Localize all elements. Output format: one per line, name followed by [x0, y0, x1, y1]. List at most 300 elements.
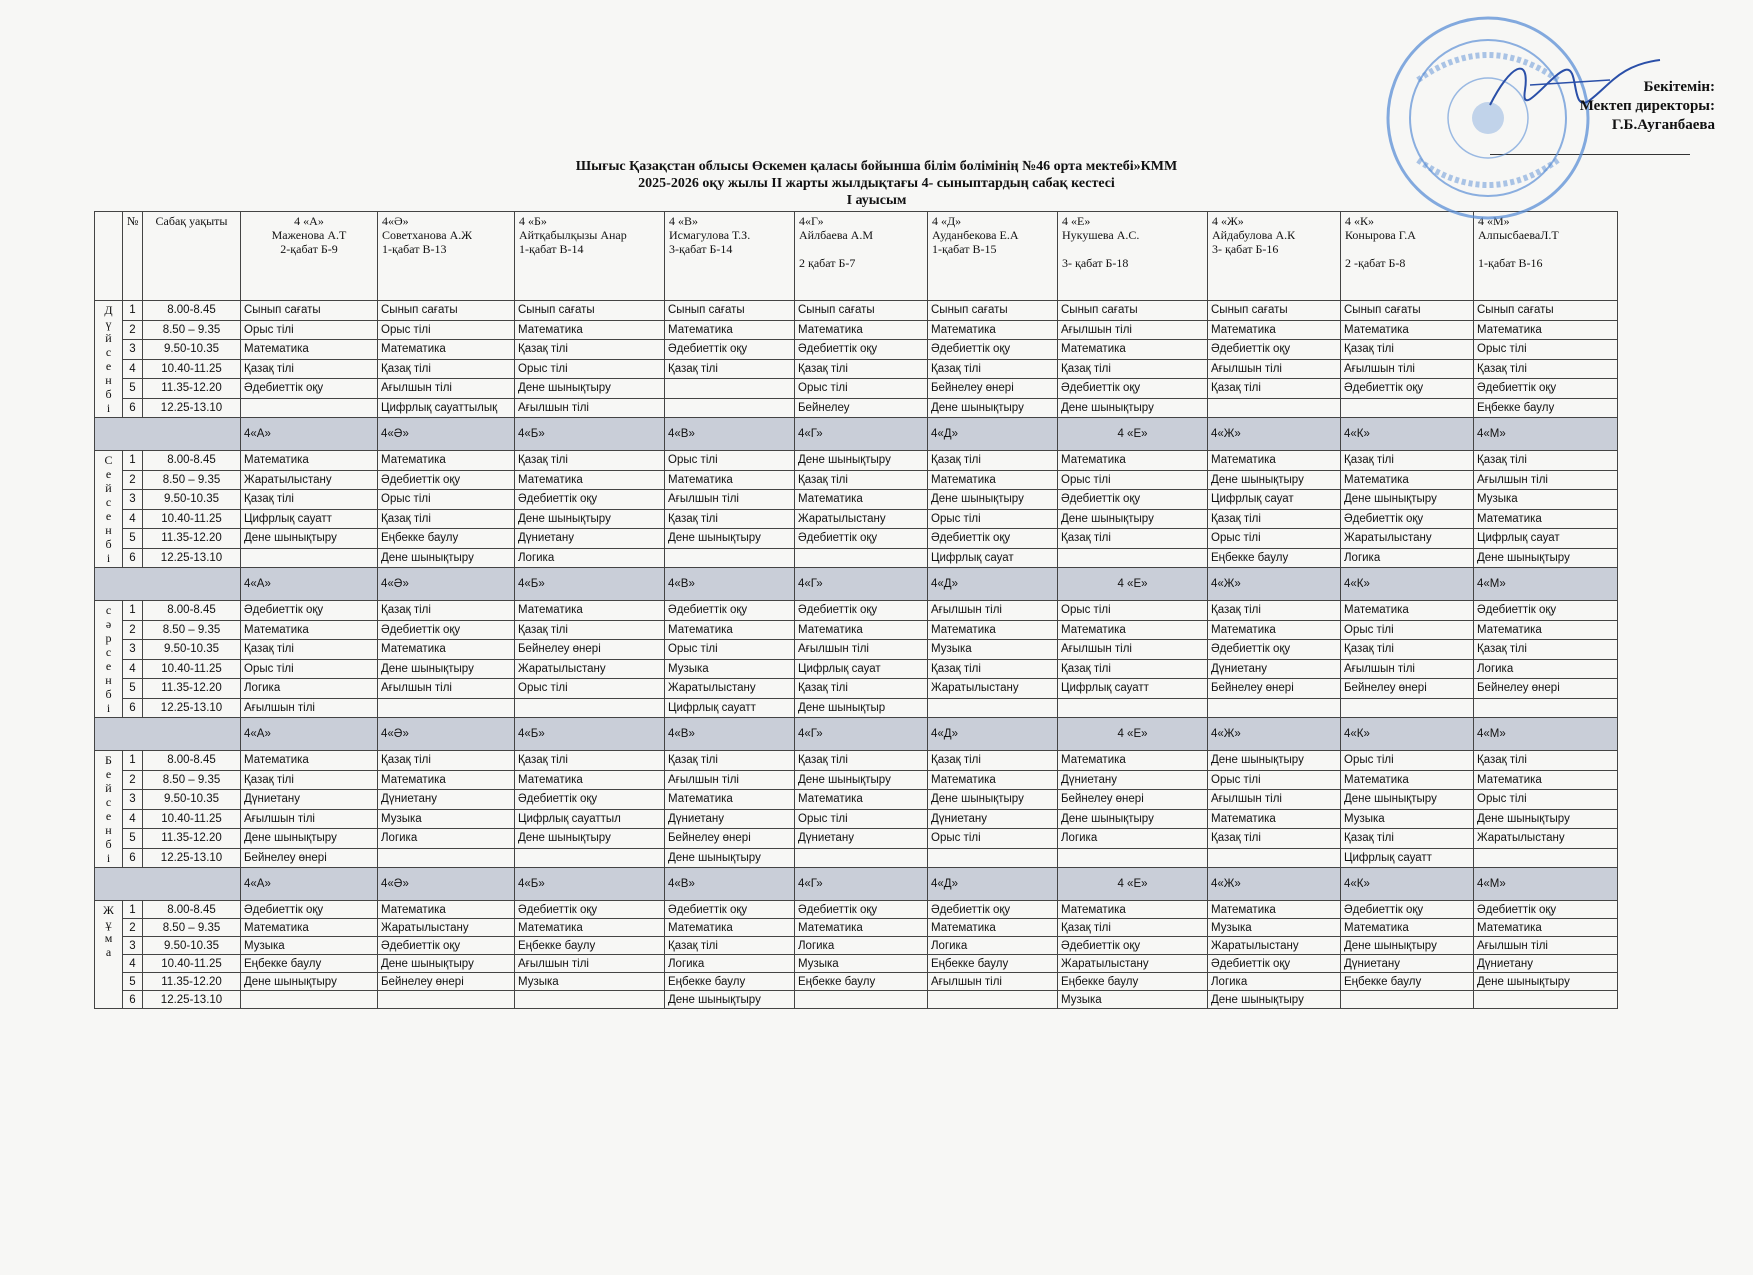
- lesson-row: [95, 790, 1618, 810]
- day-letter: й: [105, 481, 112, 495]
- day-letter: б: [105, 837, 112, 851]
- subject-cell: [665, 398, 795, 418]
- subject-cell: Математика: [1208, 809, 1341, 829]
- separator-class-label: 4«М»: [1474, 568, 1618, 601]
- lesson-number: 4: [123, 359, 143, 379]
- subject-cell: Әдебиеттік оқу: [1474, 601, 1618, 621]
- subject-cell: Қазақ тілі: [378, 359, 515, 379]
- subject-cell: Орыс тілі: [928, 829, 1058, 849]
- subject-cell: Математика: [928, 470, 1058, 490]
- subject-cell: Қазақ тілі: [241, 359, 378, 379]
- subject-cell: Дүниетану: [1341, 955, 1474, 973]
- subject-cell: Музыка: [1208, 919, 1341, 937]
- lesson-time: 10.40-11.25: [143, 359, 241, 379]
- subject-cell: Дене шынықтыру: [378, 548, 515, 568]
- subject-cell: Бейнелеу өнері: [1474, 679, 1618, 699]
- subject-cell: Орыс тілі: [795, 809, 928, 829]
- subject-cell: Жаратылыстану: [241, 470, 378, 490]
- subject-cell: Сынып сағаты: [241, 301, 378, 321]
- separator-class-label: 4«Ә»: [378, 568, 515, 601]
- subject-cell: Әдебиеттік оқу: [1058, 490, 1208, 510]
- day-letter: с: [105, 495, 112, 509]
- header-class: 4«Ә» Советханова А.Ж 1-қабат В-13: [378, 212, 515, 301]
- subject-cell: Ағылшын тілі: [1208, 359, 1341, 379]
- lesson-time: 11.35-12.20: [143, 529, 241, 549]
- subject-cell: Қазақ тілі: [1474, 751, 1618, 771]
- lesson-row: [95, 679, 1618, 699]
- subject-cell: Музыка: [1474, 490, 1618, 510]
- subject-cell: Ағылшын тілі: [515, 955, 665, 973]
- subject-cell: Математика: [1474, 620, 1618, 640]
- subject-cell: Сынып сағаты: [1208, 301, 1341, 321]
- lesson-row: [95, 620, 1618, 640]
- day-letter: ү: [105, 317, 112, 331]
- lesson-time: 9.50-10.35: [143, 490, 241, 510]
- subject-cell: Математика: [795, 620, 928, 640]
- lesson-row: [95, 901, 1618, 919]
- separator-class-label: 4«Ә»: [378, 718, 515, 751]
- subject-cell: Музыка: [1341, 809, 1474, 829]
- separator-class-label: 4«Д»: [928, 718, 1058, 751]
- subject-cell: Орыс тілі: [1058, 601, 1208, 621]
- subject-cell: Қазақ тілі: [665, 937, 795, 955]
- subject-cell: Цифрлық сауатт: [1341, 848, 1474, 868]
- lesson-time: 9.50-10.35: [143, 790, 241, 810]
- subject-cell: [241, 548, 378, 568]
- subject-cell: [1208, 398, 1341, 418]
- subject-cell: Қазақ тілі: [1474, 451, 1618, 471]
- subject-cell: Музыка: [378, 809, 515, 829]
- subject-cell: Қазақ тілі: [665, 751, 795, 771]
- day-letter: е: [105, 659, 112, 673]
- separator-class-label: 4 «Е»: [1058, 568, 1208, 601]
- subject-cell: [1058, 698, 1208, 718]
- day-letter: й: [105, 331, 112, 345]
- day-letter: е: [105, 359, 112, 373]
- subject-cell: Әдебиеттік оқу: [1058, 379, 1208, 399]
- subject-cell: Бейнелеу өнері: [1341, 679, 1474, 699]
- lesson-row: [95, 379, 1618, 399]
- subject-cell: Дене шынықтыру: [1208, 991, 1341, 1009]
- day-letter: і: [106, 701, 111, 715]
- day-letter: Д: [104, 303, 113, 317]
- subject-cell: Математика: [1058, 340, 1208, 360]
- separator-class-label: 4«Ә»: [378, 868, 515, 901]
- separator-class-label: 4 «Е»: [1058, 868, 1208, 901]
- subject-cell: Дене шынықтыру: [928, 490, 1058, 510]
- subject-cell: Ағылшын тілі: [795, 640, 928, 660]
- subject-cell: Әдебиеттік оқу: [795, 901, 928, 919]
- lesson-time: 8.50 – 9.35: [143, 470, 241, 490]
- day-letter: б: [105, 537, 112, 551]
- subject-cell: Әдебиеттік оқу: [515, 490, 665, 510]
- lesson-number: 2: [123, 320, 143, 340]
- subject-cell: Дене шынықтыру: [1208, 470, 1341, 490]
- subject-cell: Қазақ тілі: [928, 359, 1058, 379]
- subject-cell: Дене шынықтыру: [1474, 548, 1618, 568]
- subject-cell: Әдебиеттік оқу: [1208, 955, 1341, 973]
- subject-cell: Цифрлық сауаттыл: [515, 809, 665, 829]
- subject-cell: Орыс тілі: [1474, 790, 1618, 810]
- subject-cell: Қазақ тілі: [241, 640, 378, 660]
- lesson-row: [95, 973, 1618, 991]
- lesson-time: 8.50 – 9.35: [143, 320, 241, 340]
- subject-cell: Математика: [515, 470, 665, 490]
- subject-cell: Музыка: [515, 973, 665, 991]
- header-class: 4 «Д» Ауданбекова Е.А 1-қабат В-15: [928, 212, 1058, 301]
- day-letter: б: [105, 687, 112, 701]
- subject-cell: Қазақ тілі: [515, 751, 665, 771]
- subject-cell: Математика: [378, 451, 515, 471]
- lesson-row: [95, 398, 1618, 418]
- separator-class-label: 4«М»: [1474, 418, 1618, 451]
- subject-cell: Дене шынықтыру: [795, 770, 928, 790]
- subject-cell: Әдебиеттік оқу: [241, 601, 378, 621]
- subject-cell: Орыс тілі: [515, 679, 665, 699]
- separator-class-label: 4«Д»: [928, 418, 1058, 451]
- subject-cell: Дене шынықтыру: [1058, 509, 1208, 529]
- subject-cell: Дүниетану: [1208, 659, 1341, 679]
- subject-cell: Ағылшын тілі: [928, 973, 1058, 991]
- day-name: [95, 451, 123, 568]
- subject-cell: Дене шынықтыру: [1341, 490, 1474, 510]
- subject-cell: Еңбекке баулу: [515, 937, 665, 955]
- subject-cell: Бейнелеу өнері: [515, 640, 665, 660]
- subject-cell: Әдебиеттік оқу: [378, 470, 515, 490]
- class-separator-row: [95, 418, 1618, 451]
- lesson-time: 8.00-8.45: [143, 601, 241, 621]
- subject-cell: Еңбекке баулу: [928, 955, 1058, 973]
- subject-cell: Әдебиеттік оқу: [1208, 640, 1341, 660]
- lesson-number: 3: [123, 640, 143, 660]
- subject-cell: Сынып сағаты: [1474, 301, 1618, 321]
- day-letter: ұ: [105, 917, 112, 931]
- subject-cell: Математика: [1208, 620, 1341, 640]
- separator-class-label: 4«Г»: [795, 718, 928, 751]
- lesson-time: 12.25-13.10: [143, 848, 241, 868]
- subject-cell: Әдебиеттік оқу: [665, 340, 795, 360]
- subject-cell: [241, 398, 378, 418]
- subject-cell: Жаратылыстану: [378, 919, 515, 937]
- lesson-row: [95, 829, 1618, 849]
- separator-class-label: 4«Б»: [515, 868, 665, 901]
- separator-class-label: 4«Д»: [928, 568, 1058, 601]
- subject-cell: Жаратылыстану: [1341, 529, 1474, 549]
- lesson-row: [95, 320, 1618, 340]
- subject-cell: Еңбекке баулу: [1208, 548, 1341, 568]
- subject-cell: [1341, 991, 1474, 1009]
- subject-cell: Математика: [378, 640, 515, 660]
- lesson-row: [95, 509, 1618, 529]
- subject-cell: Ағылшын тілі: [241, 809, 378, 829]
- subject-cell: [1341, 398, 1474, 418]
- subject-cell: Еңбекке баулу: [665, 973, 795, 991]
- subject-cell: Қазақ тілі: [1474, 640, 1618, 660]
- subject-cell: Қазақ тілі: [928, 751, 1058, 771]
- day-letter: с: [105, 603, 112, 617]
- subject-cell: Сынып сағаты: [928, 301, 1058, 321]
- lesson-number: 1: [123, 901, 143, 919]
- lesson-number: 6: [123, 548, 143, 568]
- lesson-time: 10.40-11.25: [143, 955, 241, 973]
- subject-cell: [665, 548, 795, 568]
- lesson-row: [95, 991, 1618, 1009]
- subject-cell: Сынып сағаты: [1058, 301, 1208, 321]
- lesson-row: [95, 751, 1618, 771]
- lesson-row: [95, 470, 1618, 490]
- subject-cell: Математика: [241, 919, 378, 937]
- subject-cell: Әдебиеттік оқу: [665, 901, 795, 919]
- subject-cell: [1341, 698, 1474, 718]
- subject-cell: Қазақ тілі: [241, 490, 378, 510]
- subject-cell: Жаратылыстану: [928, 679, 1058, 699]
- header-class: 4 «Е» Нукушева А.С. 3- қабат Б-18: [1058, 212, 1208, 301]
- subject-cell: Математика: [378, 901, 515, 919]
- subject-cell: Қазақ тілі: [1208, 829, 1341, 849]
- subject-cell: Әдебиеттік оқу: [665, 601, 795, 621]
- approval-line-1: Бекітемін:: [1643, 79, 1715, 95]
- subject-cell: Әдебиеттік оқу: [378, 620, 515, 640]
- subject-cell: Қазақ тілі: [515, 620, 665, 640]
- subject-cell: Цифрлық сауатт: [241, 509, 378, 529]
- separator-class-label: 4«Ж»: [1208, 868, 1341, 901]
- subject-cell: Ағылшын тілі: [1341, 659, 1474, 679]
- header-class: 4«Г» Айлбаева А.М 2 қабат Б-7: [795, 212, 928, 301]
- subject-cell: Математика: [928, 770, 1058, 790]
- subject-cell: Математика: [665, 790, 795, 810]
- lesson-time: 10.40-11.25: [143, 809, 241, 829]
- subject-cell: Музыка: [1058, 991, 1208, 1009]
- subject-cell: Дүниетану: [795, 829, 928, 849]
- lesson-time: 9.50-10.35: [143, 640, 241, 660]
- separator-class-label: 4«М»: [1474, 868, 1618, 901]
- subject-cell: Қазақ тілі: [1474, 359, 1618, 379]
- subject-cell: Цифрлық сауат: [795, 659, 928, 679]
- subject-cell: Математика: [241, 340, 378, 360]
- lesson-number: 3: [123, 490, 143, 510]
- subject-cell: Математика: [1474, 320, 1618, 340]
- subject-cell: Музыка: [665, 659, 795, 679]
- subject-cell: Музыка: [928, 640, 1058, 660]
- lesson-row: [95, 809, 1618, 829]
- subject-cell: [795, 991, 928, 1009]
- subject-cell: Дене шынықтыру: [1474, 973, 1618, 991]
- separator-blank: [95, 568, 241, 601]
- subject-cell: Қазақ тілі: [1341, 640, 1474, 660]
- lesson-row: [95, 955, 1618, 973]
- subject-cell: Орыс тілі: [795, 379, 928, 399]
- separator-class-label: 4«А»: [241, 418, 378, 451]
- separator-blank: [95, 418, 241, 451]
- subject-cell: Әдебиеттік оқу: [515, 901, 665, 919]
- subject-cell: [665, 379, 795, 399]
- subject-cell: Математика: [515, 919, 665, 937]
- lesson-row: [95, 548, 1618, 568]
- day-name: [95, 901, 123, 1009]
- lesson-number: 5: [123, 679, 143, 699]
- subject-cell: Бейнелеу өнері: [928, 379, 1058, 399]
- subject-cell: Математика: [241, 620, 378, 640]
- subject-cell: Ағылшын тілі: [1474, 937, 1618, 955]
- subject-cell: Математика: [1208, 901, 1341, 919]
- separator-class-label: 4«Ж»: [1208, 418, 1341, 451]
- separator-class-label: 4«Г»: [795, 418, 928, 451]
- day-letter: е: [105, 809, 112, 823]
- subject-cell: Цифрлық сауатт: [1058, 679, 1208, 699]
- title-school: Шығыс Қазақстан облысы Өскемен қаласы бойынша білім болімінің №46 орта мектебі»КММ: [575, 159, 1178, 174]
- subject-cell: Математика: [1474, 770, 1618, 790]
- header-num: №: [123, 212, 143, 301]
- day-letter: н: [105, 523, 112, 537]
- lesson-time: 8.00-8.45: [143, 301, 241, 321]
- subject-cell: Музыка: [795, 955, 928, 973]
- subject-cell: Дене шынықтыру: [665, 848, 795, 868]
- subject-cell: Математика: [241, 451, 378, 471]
- subject-cell: Қазақ тілі: [928, 451, 1058, 471]
- subject-cell: Дене шынықтыру: [665, 991, 795, 1009]
- separator-class-label: 4«К»: [1341, 868, 1474, 901]
- subject-cell: Музыка: [241, 937, 378, 955]
- day-letter: р: [105, 631, 112, 645]
- subject-cell: Дене шынықтыру: [515, 829, 665, 849]
- separator-class-label: 4«В»: [665, 418, 795, 451]
- subject-cell: Еңбекке баулу: [795, 973, 928, 991]
- subject-cell: Дене шынықтыру: [241, 529, 378, 549]
- subject-cell: Ағылшын тілі: [665, 770, 795, 790]
- subject-cell: [378, 848, 515, 868]
- subject-cell: Дене шынықтыру: [795, 451, 928, 471]
- subject-cell: Сынып сағаты: [515, 301, 665, 321]
- subject-cell: Математика: [665, 470, 795, 490]
- day-letter: Ж: [103, 903, 114, 917]
- subject-cell: Математика: [378, 770, 515, 790]
- day-letter: С: [104, 453, 113, 467]
- separator-class-label: 4«К»: [1341, 568, 1474, 601]
- day-letter: е: [105, 767, 112, 781]
- subject-cell: [515, 991, 665, 1009]
- subject-cell: Жаратылыстану: [515, 659, 665, 679]
- header-class: 4 «Ж» Айдабулова А.К 3- қабат Б-16: [1208, 212, 1341, 301]
- subject-cell: [928, 991, 1058, 1009]
- subject-cell: Ағылшын тілі: [1208, 790, 1341, 810]
- subject-cell: Жаратылыстану: [1474, 829, 1618, 849]
- subject-cell: Қазақ тілі: [1341, 340, 1474, 360]
- subject-cell: Логика: [928, 937, 1058, 955]
- subject-cell: Математика: [1341, 919, 1474, 937]
- subject-cell: Әдебиеттік оқу: [1474, 379, 1618, 399]
- subject-cell: Қазақ тілі: [378, 601, 515, 621]
- lesson-time: 8.50 – 9.35: [143, 770, 241, 790]
- separator-class-label: 4«Б»: [515, 718, 665, 751]
- subject-cell: Орыс тілі: [515, 359, 665, 379]
- subject-cell: [1474, 848, 1618, 868]
- subject-cell: Жаратылыстану: [1208, 937, 1341, 955]
- subject-cell: Математика: [1058, 751, 1208, 771]
- separator-class-label: 4«Д»: [928, 868, 1058, 901]
- lesson-row: [95, 451, 1618, 471]
- subject-cell: [795, 548, 928, 568]
- subject-cell: Бейнелеу өнері: [1208, 679, 1341, 699]
- lesson-number: 4: [123, 955, 143, 973]
- subject-cell: Цифрлық сауат: [1474, 529, 1618, 549]
- day-letter: б: [105, 387, 112, 401]
- subject-cell: Қазақ тілі: [515, 451, 665, 471]
- subject-cell: Еңбекке баулу: [1341, 973, 1474, 991]
- lesson-number: 6: [123, 991, 143, 1009]
- subject-cell: Сынып сағаты: [378, 301, 515, 321]
- lesson-number: 1: [123, 301, 143, 321]
- lesson-row: [95, 340, 1618, 360]
- subject-cell: Цифрлық сауатт: [665, 698, 795, 718]
- subject-cell: Дене шынықтыр: [795, 698, 928, 718]
- subject-cell: Орыс тілі: [241, 659, 378, 679]
- subject-cell: Әдебиеттік оқу: [1474, 901, 1618, 919]
- lesson-row: [95, 659, 1618, 679]
- lesson-number: 5: [123, 379, 143, 399]
- lesson-number: 5: [123, 529, 143, 549]
- separator-class-label: 4«Ж»: [1208, 568, 1341, 601]
- subject-cell: Орыс тілі: [1208, 770, 1341, 790]
- separator-class-label: 4«К»: [1341, 718, 1474, 751]
- lesson-time: 8.00-8.45: [143, 751, 241, 771]
- class-separator-row: [95, 868, 1618, 901]
- subject-cell: [795, 848, 928, 868]
- subject-cell: Ағылшын тілі: [665, 490, 795, 510]
- lesson-time: 8.50 – 9.35: [143, 919, 241, 937]
- separator-class-label: 4«Б»: [515, 418, 665, 451]
- lesson-time: 11.35-12.20: [143, 973, 241, 991]
- subject-cell: Дене шынықтыру: [928, 790, 1058, 810]
- header-time: Сабақ уақыты: [143, 212, 241, 301]
- header-class: 4 «К» Конырова Г.А 2 -қабат Б-8: [1341, 212, 1474, 301]
- subject-cell: Логика: [1341, 548, 1474, 568]
- day-letter: н: [105, 673, 112, 687]
- subject-cell: Орыс тілі: [665, 451, 795, 471]
- subject-cell: Әдебиеттік оқу: [241, 901, 378, 919]
- subject-cell: [378, 698, 515, 718]
- day-name: [95, 301, 123, 418]
- subject-cell: Қазақ тілі: [795, 470, 928, 490]
- subject-cell: Әдебиеттік оқу: [928, 901, 1058, 919]
- subject-cell: Математика: [928, 320, 1058, 340]
- lesson-row: [95, 490, 1618, 510]
- subject-cell: Дене шынықтыру: [1208, 751, 1341, 771]
- header-class: 4 «Б» Айтқабылқызы Анар 1-қабат В-14: [515, 212, 665, 301]
- day-letter: е: [105, 509, 112, 523]
- subject-cell: Математика: [928, 919, 1058, 937]
- subject-cell: Дене шынықтыру: [1474, 809, 1618, 829]
- subject-cell: Қазақ тілі: [795, 679, 928, 699]
- subject-cell: Әдебиеттік оқу: [1058, 937, 1208, 955]
- lesson-number: 6: [123, 698, 143, 718]
- subject-cell: Әдебиеттік оқу: [1208, 340, 1341, 360]
- subject-cell: Орыс тілі: [241, 320, 378, 340]
- separator-class-label: 4«А»: [241, 868, 378, 901]
- day-letter: і: [106, 851, 111, 865]
- separator-class-label: 4«К»: [1341, 418, 1474, 451]
- day-letter: н: [105, 373, 112, 387]
- class-separator-row: [95, 718, 1618, 751]
- lesson-number: 3: [123, 937, 143, 955]
- subject-cell: Логика: [241, 679, 378, 699]
- day-letter: н: [105, 823, 112, 837]
- subject-cell: Әдебиеттік оқу: [928, 529, 1058, 549]
- subject-cell: Математика: [1474, 919, 1618, 937]
- subject-cell: Ағылшын тілі: [241, 698, 378, 718]
- subject-cell: Математика: [1341, 320, 1474, 340]
- subject-cell: Жаратылыстану: [1058, 955, 1208, 973]
- subject-cell: Дүниетану: [928, 809, 1058, 829]
